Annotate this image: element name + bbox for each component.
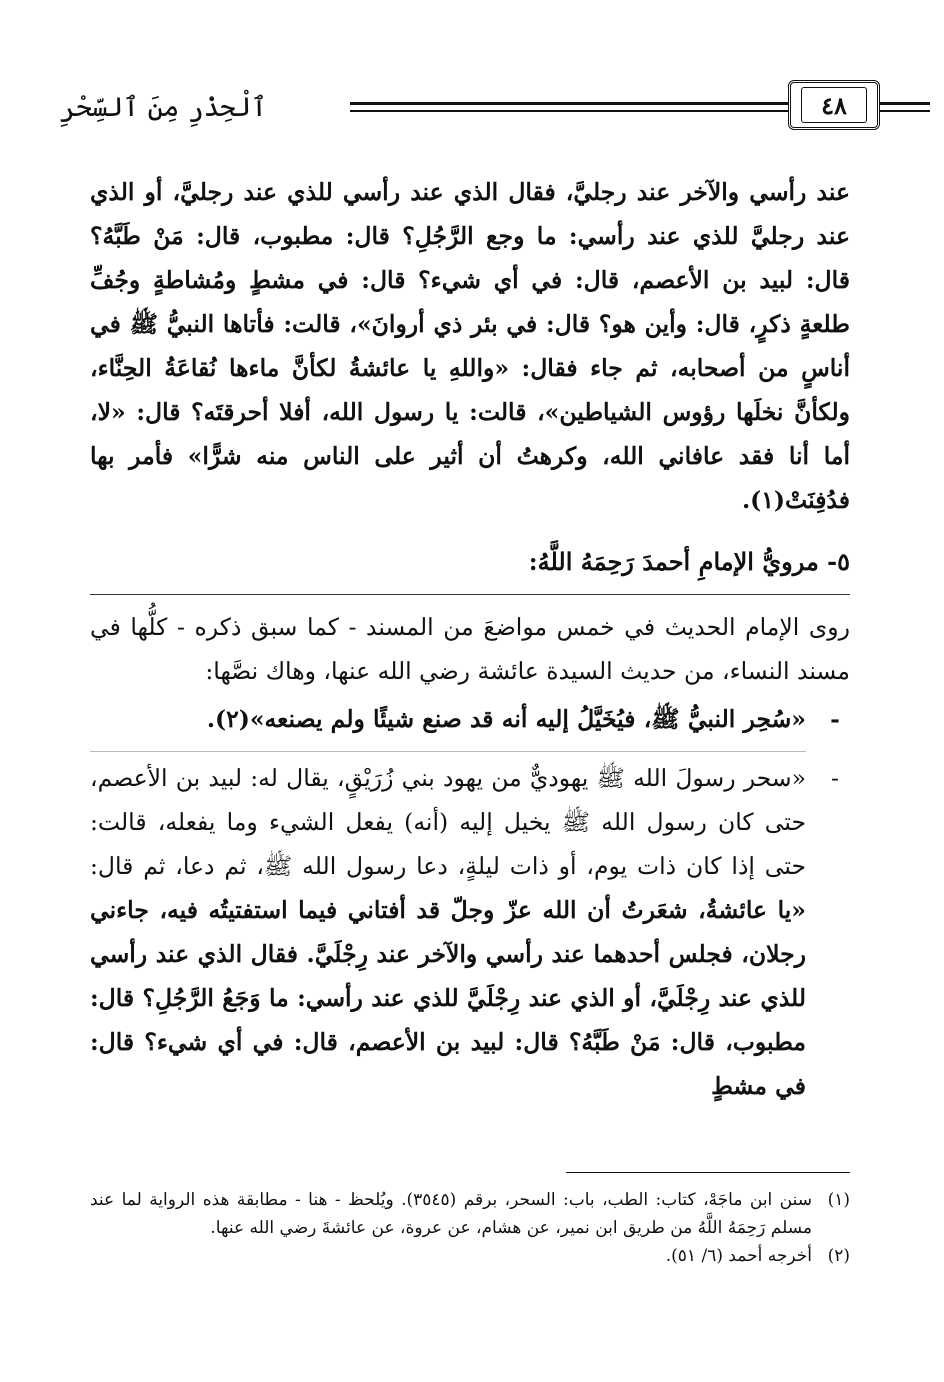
footnote: [90, 1186, 850, 1242]
list-item-text: «سُحِر النبيُّ ﷺ، فيُخَيَّلُ إليه أنه قد صنع شيئًا ولم يصنعه»(٢).: [206, 705, 806, 733]
list-item: [90, 756, 850, 1108]
list-item-text: «سحر رسولَ الله ﷺ يهوديٌّ من يهود بني زُرَيْقٍ، يقال له: لبيد بن الأعصم، حتى كان رسول الله ﷺ يخيل إليه (أنه) يفعل الشيء وما يفعله، قالت: حتى إذا كان ذات يوم، أو ذات ليلةٍ، دعا رسول الله ﷺ، ثم دعا، ثم قال:: [90, 764, 806, 880]
hadith-paragraph: عند رأسي والآخر عند رجليَّ، فقال الذي عند رأسي للذي عند رجليَّ، أو الذي عند رجليَّ للذي عند رأسي: ما وجع الرَّجُلِ؟ قال: مطبوب، قال: مَنْ طَبَّهُ؟ قال: لبيد بن الأعصم، قال: في أي شيء؟ قال: في مشطٍ ومُشاطةٍ وجُفِّ طلعةٍ ذكرٍ، قال: وأين هو؟ قال: في بئر ذي أروانَ»، قالت: فأتاها النبيُّ ﷺ في أناسٍ من أصحابه، ثم جاء فقال: «واللهِ يا عائشةُ لكأنَّ ماءها نُقاعَةُ الحِنَّاء، ولكأنَّ نخلَها رؤوس الشياطين»، قالت: يا رسول الله، أفلا أحرقتَه؟ قال: «لا، أما أنا فقد عافاني الله، وكرهتُ أن أثير على الناس منه شرًّا» فأمر بها فدُفِنَتْ(١).: [90, 178, 851, 514]
running-title: ٱلْحِذْرِ مِنَ ٱلسِّحْرِ: [60, 92, 268, 123]
footnote-number: (٢): [827, 1246, 850, 1266]
list-item: [90, 697, 850, 741]
page-number-frame: [788, 80, 880, 130]
list-item-quote: «يا عائشةُ، شعَرتُ أن الله عزّ وجلّ قد أفتاني فيما استفتيتُه فيه، جاءني رجلان، فجلس أحدهما عند رأسي والآخر عند رِجْلَيَّ. فقال الذي عند رأسي للذي عند رِجْلَيَّ، أو الذي عند رِجْلَيَّ للذي عند رأسي: ما وَجَعُ الرَّجُلِ؟ قال: مطبوب، قال: مَنْ طَبَّهُ؟ قال: لبيد بن الأعصم، قال: في أي شيء؟ قال: في مشطٍ: [90, 896, 806, 1100]
header-rule-short: [880, 102, 930, 112]
header-rule: [350, 102, 788, 112]
footnote-text: أخرجه أحمد (٦/ ٥١).: [665, 1246, 812, 1266]
main-text: [90, 170, 850, 1118]
section-heading: ٥- مرويُّ الإمامِ أحمدَ رَحِمَهُ اللَّهُ:: [528, 547, 850, 576]
page-number: ٤٨: [801, 87, 867, 123]
footnotes: [90, 1186, 850, 1270]
section-divider: [90, 594, 850, 595]
footnote: [90, 1242, 850, 1270]
footnote-text: سنن ابن ماجَهْ، كتاب: الطب، باب: السحر، برقم (٣٥٤٥). ويُلحظ - هنا - مطابقة هذه الرواية لما عند مسلم رَحِمَهُ اللَّهُ من طريق ابن نمير، عن هشام، عن عروة، عن عائشةَ رضي الله عنها.: [90, 1190, 813, 1238]
list-dash: -: [831, 764, 839, 792]
footnote-rule: [566, 1172, 850, 1173]
page-header: [60, 78, 870, 138]
intro-paragraph: روى الإمام الحديث في خمس مواضعَ من المسند - كما سبق ذكره - كلُّها في مسند النساء، من حديث السيدة عائشة رضي الله عنها، وهاك نصَّها:: [90, 613, 850, 685]
list-divider: [90, 751, 806, 752]
footnote-number: (١): [827, 1190, 850, 1210]
list-dash: -: [830, 705, 840, 733]
